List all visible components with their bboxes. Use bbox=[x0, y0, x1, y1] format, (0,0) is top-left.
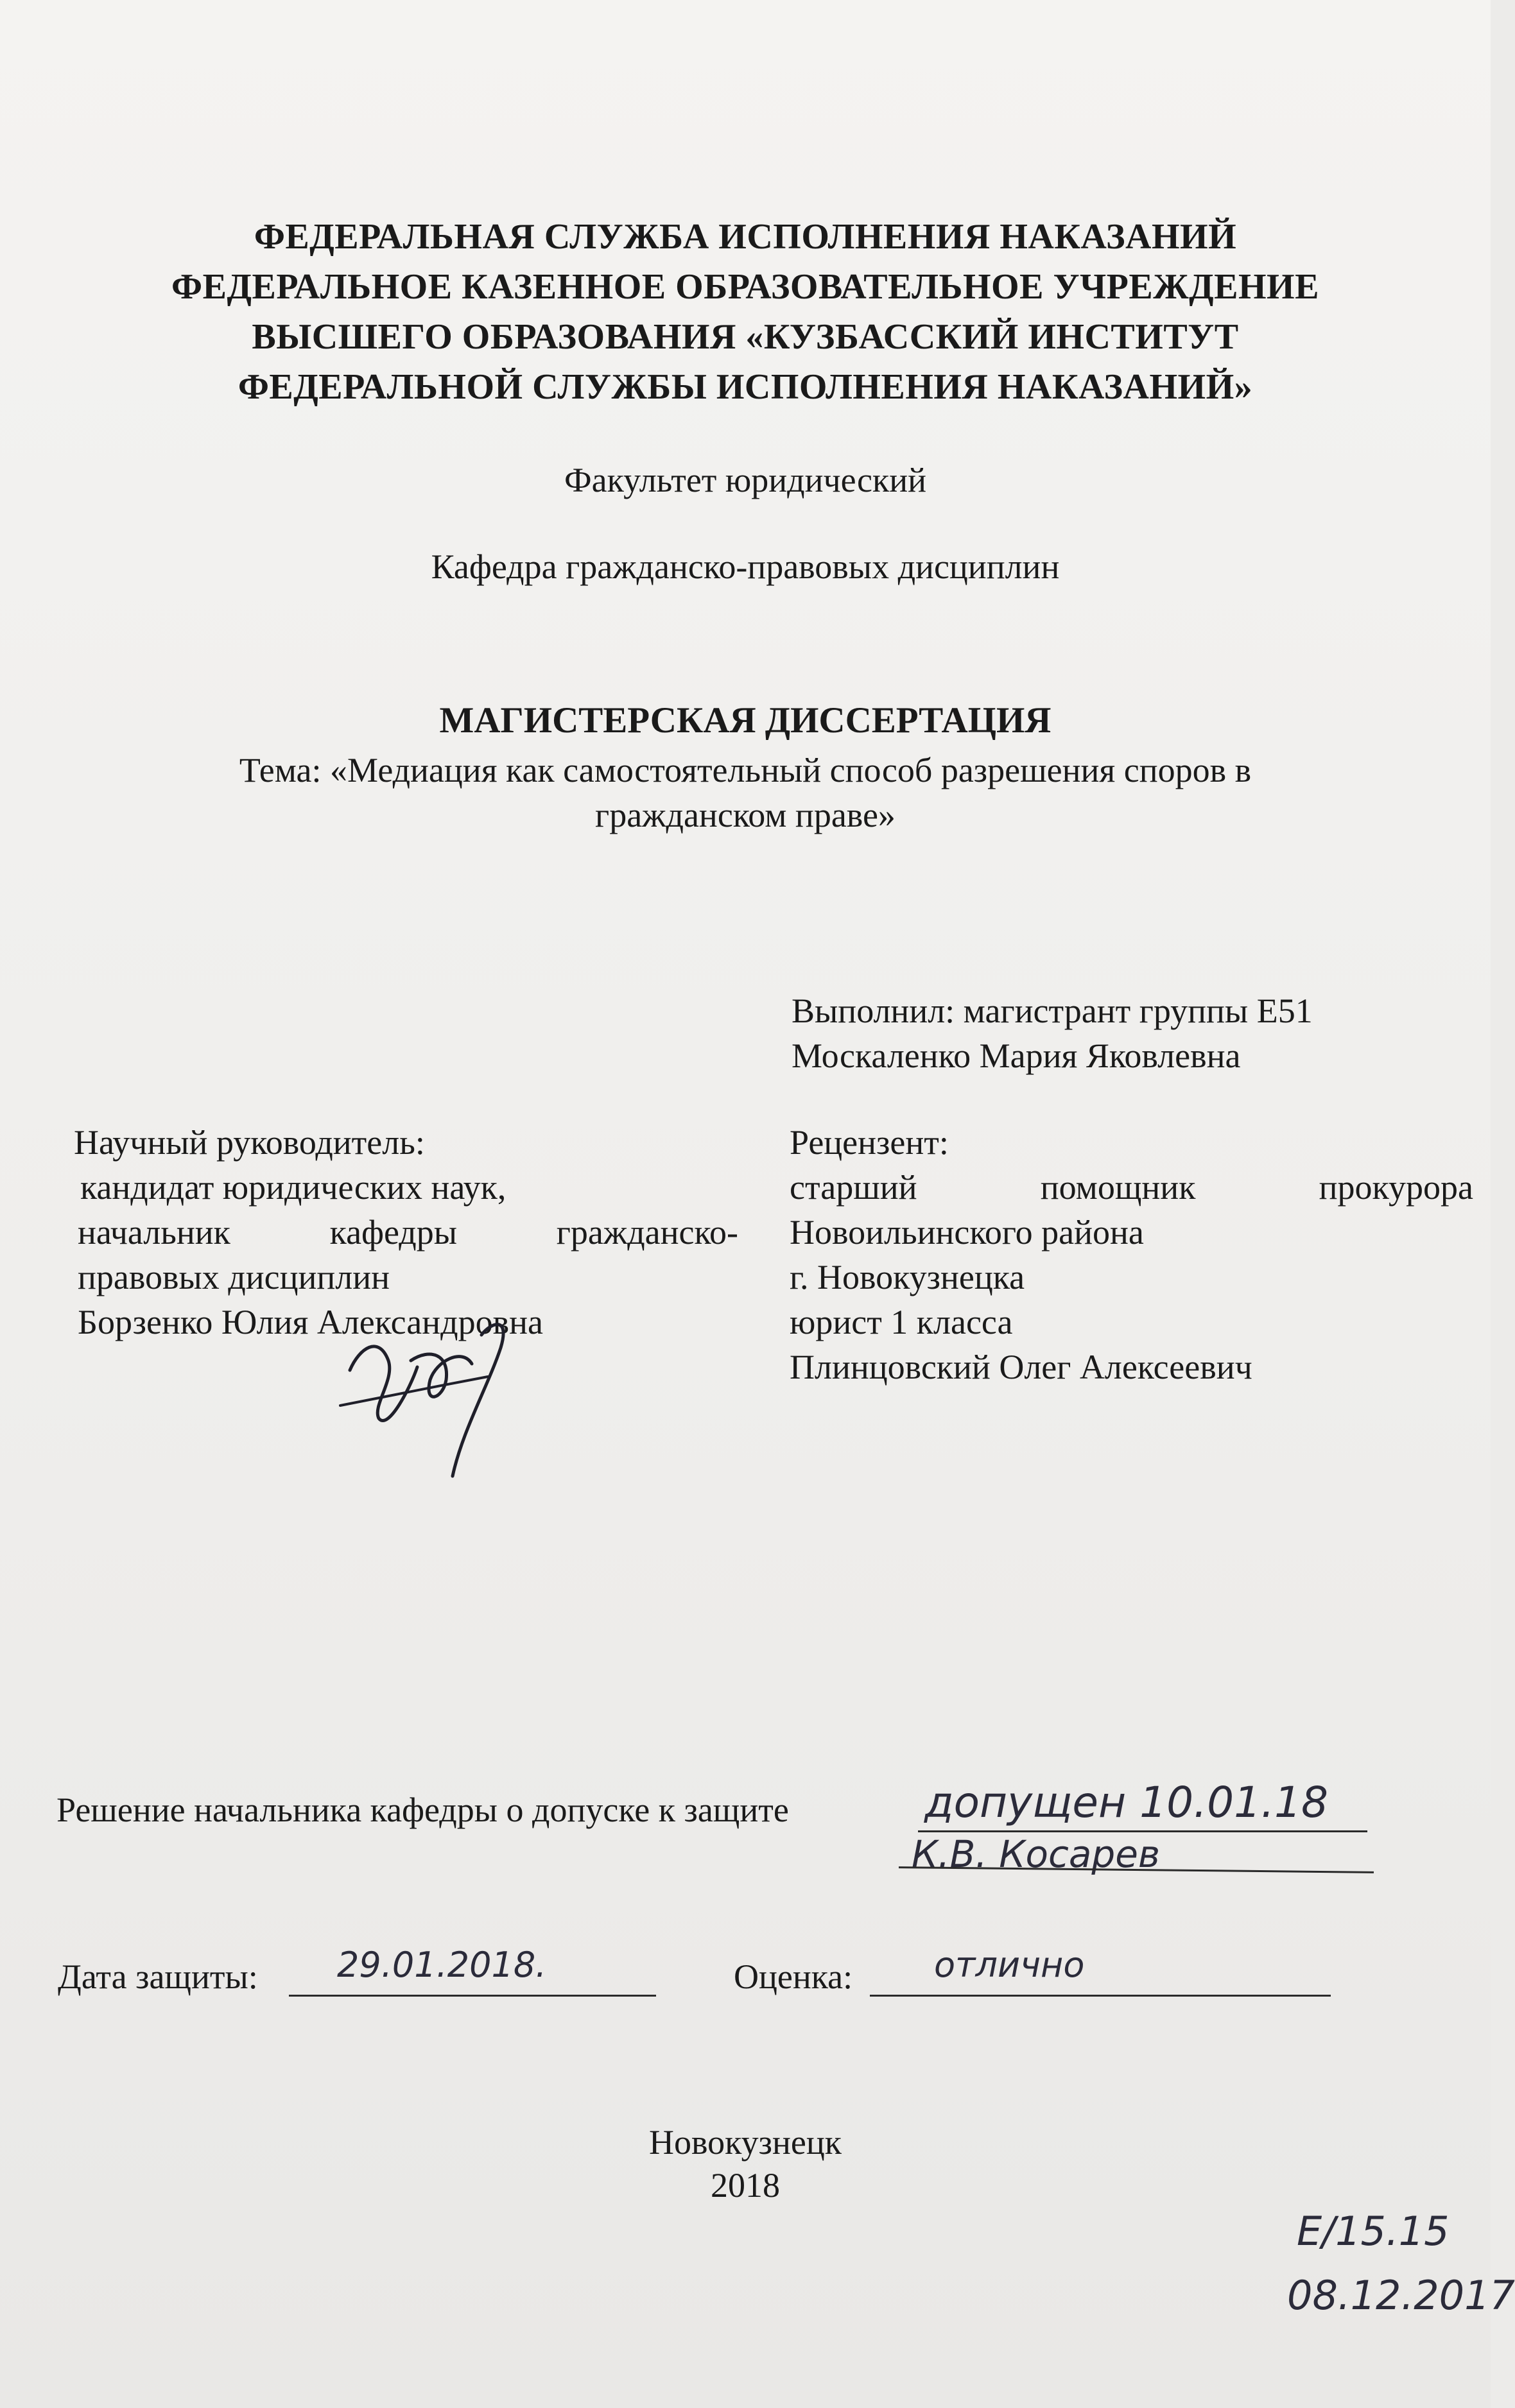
corner-note-code: Е/15.15 bbox=[1297, 2208, 1450, 2255]
reviewer-name: Плинцовский Олег Алексеевич bbox=[790, 1348, 1252, 1386]
topic-line-1: Тема: «Медиация как самостоятельный способ разрешения споров в bbox=[239, 751, 1252, 789]
city: Новокузнецк bbox=[649, 2123, 842, 2162]
corner-note-date: 08.12.2017 bbox=[1287, 2272, 1515, 2319]
reviewer-position-word-2: помощник bbox=[1040, 1168, 1196, 1207]
defense-date-value: 29.01.2018. bbox=[337, 1945, 547, 1985]
department: Кафедра гражданско-правовых дисциплин bbox=[431, 547, 1060, 586]
header-line-1: ФЕДЕРАЛЬНАЯ СЛУЖБА ИСПОЛНЕНИЯ НАКАЗАНИЙ bbox=[254, 217, 1237, 257]
supervisor-degree: кандидат юридических наук, bbox=[80, 1168, 506, 1207]
supervisor-position bbox=[74, 1210, 738, 1255]
supervisor-position-word-1: начальник bbox=[78, 1213, 230, 1251]
year: 2018 bbox=[711, 2166, 780, 2205]
header-line-4: ФЕДЕРАЛЬНОЙ СЛУЖБЫ ИСПОЛНЕНИЯ НАКАЗАНИЙ» bbox=[238, 367, 1253, 407]
reviewer-heading: Рецензент: bbox=[790, 1123, 949, 1162]
supervisor-position-word-3: гражданско- bbox=[556, 1213, 738, 1251]
header-line-3: ВЫСШЕГО ОБРАЗОВАНИЯ «КУЗБАССКИЙ ИНСТИТУТ bbox=[252, 317, 1239, 357]
defense-date-underline bbox=[289, 1995, 656, 1997]
supervisor-signature-icon bbox=[334, 1309, 526, 1489]
reviewer-city: г. Новокузнецка bbox=[790, 1258, 1025, 1296]
grade-underline bbox=[870, 1995, 1331, 1997]
decision-handwritten-approval: допущен 10.01.18 bbox=[924, 1778, 1329, 1827]
header-line-2: ФЕДЕРАЛЬНОЕ КАЗЕННОЕ ОБРАЗОВАТЕЛЬНОЕ УЧРЕЖДЕНИЕ bbox=[171, 267, 1319, 307]
supervisor-department: правовых дисциплин bbox=[78, 1258, 390, 1296]
supervisor-position-word-2: кафедры bbox=[329, 1213, 458, 1251]
document-type: МАГИСТЕРСКАЯ ДИССЕРТАЦИЯ bbox=[439, 700, 1052, 741]
defense-date-label: Дата защиты: bbox=[58, 1957, 258, 1996]
topic-line-2: гражданском праве» bbox=[595, 796, 896, 834]
reviewer-block bbox=[790, 1120, 1473, 1389]
faculty: Факультет юридический bbox=[564, 461, 926, 499]
reviewer-rank: юрист 1 класса bbox=[790, 1303, 1013, 1341]
author-name: Москаленко Мария Яковлевна bbox=[792, 1036, 1241, 1075]
grade-label: Оценка: bbox=[734, 1957, 853, 1996]
author-line-1: Выполнил: магистрант группы Е51 bbox=[792, 992, 1313, 1030]
reviewer-position bbox=[790, 1165, 1473, 1210]
supervisor-name: Борзенко Юлия Александровна bbox=[78, 1303, 543, 1341]
thesis-topic bbox=[0, 748, 1491, 838]
decision-label: Решение начальника кафедры о допуске к защите bbox=[56, 1791, 789, 1829]
grade-value: отлично bbox=[934, 1945, 1085, 1985]
institution-header bbox=[0, 212, 1491, 412]
reviewer-position-word-1: старший bbox=[790, 1168, 917, 1207]
supervisor-heading: Научный руководитель: bbox=[74, 1123, 425, 1162]
reviewer-position-word-3: прокурора bbox=[1319, 1168, 1473, 1207]
reviewer-district: Новоильинского района bbox=[790, 1213, 1144, 1251]
decision-handwritten-signature: К.В. Косарев bbox=[912, 1832, 1161, 1876]
author-block bbox=[792, 988, 1313, 1078]
